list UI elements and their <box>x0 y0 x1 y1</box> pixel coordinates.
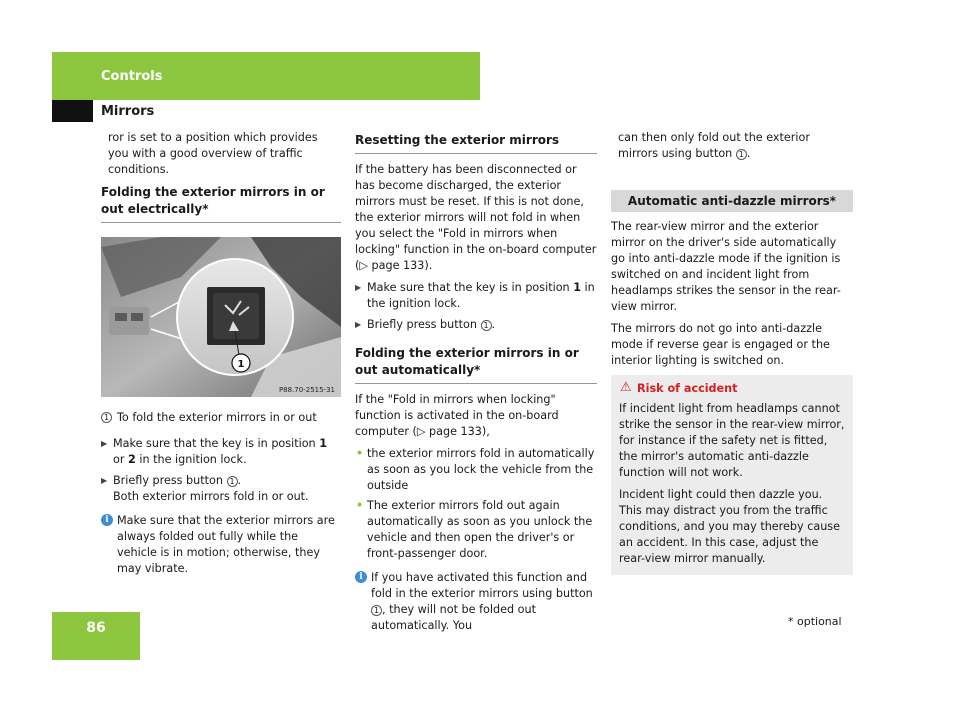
info-note-auto-fold: i If you have activated this function and fold in the exterior mirrors using button 1 , they will not be folded out automatically. You <box>355 570 597 634</box>
callout-number-icon: 1 <box>736 149 747 160</box>
list-item: • The exterior mirrors fold out again automatically as soon as you unlock the vehicle and then open the driver's or front-passenger door. <box>356 499 593 560</box>
callout-number-icon: 1 <box>371 605 382 616</box>
heading-anti-dazzle: Automatic anti-dazzle mirrors* <box>611 190 853 212</box>
warning-title: ⚠ Risk of accident <box>620 380 738 395</box>
warning-paragraph-2: Incident light could then dazzle you. This may distract you from the traffic conditions, and you may thereby cause an accident. In this case, adjust the rear-view mirror manually. <box>619 488 840 565</box>
heading-fold-electrically: Folding the exterior mirrors in or out electrically* <box>101 184 341 223</box>
step-key-position: ▶ Make sure that the key is in position 1 or 2 in the ignition lock. <box>101 437 327 466</box>
arrow-right-icon: ▶ <box>355 283 362 292</box>
callout-number-icon: 1 <box>101 412 112 423</box>
list-item: • the exterior mirrors fold in automatically as soon as you lock the vehicle from the outside <box>356 447 595 492</box>
callout-number-icon: 1 <box>481 320 492 331</box>
column-1 <box>101 130 341 577</box>
info-continuation: can then only fold out the exterior mirrors using button 1 . <box>618 131 810 160</box>
step-key-position: ▶ Make sure that the key is in position 1 in the ignition lock. <box>355 281 595 310</box>
warning-triangle-icon: ⚠ <box>620 380 632 395</box>
heading-fold-automatically: Folding the exterior mirrors in or out automatically* <box>355 345 597 384</box>
bullet-icon: • <box>356 447 364 460</box>
photo-code: P88.70-2515-31 <box>278 386 335 394</box>
warning-box <box>611 375 853 575</box>
photo-caption: 1 To fold the exterior mirrors in or out <box>101 410 341 426</box>
intro-text: ror is set to a position which provides you with a good overview of traffic conditions. <box>108 131 318 176</box>
anti-dazzle-paragraph-1: The rear-view mirror and the exterior mirror on the driver's side automatically go into anti-dazzle mode if the ignition is switched on and incident light from headlamps strikes the sensor in the rear-view mirror. <box>611 220 841 313</box>
step-press-button: ▶ Briefly press button 1 . <box>355 318 496 331</box>
info-note-vibrate: i Make sure that the exterior mirrors are always folded out fully while the vehicle is in motion; otherwise, they may vibrate. <box>101 513 341 577</box>
info-icon: i <box>101 514 113 526</box>
info-icon: i <box>355 571 367 583</box>
arrow-right-icon: ▶ <box>101 476 108 485</box>
photo-callout-1: 1 <box>237 359 245 370</box>
arrow-right-icon: ▶ <box>355 320 362 329</box>
step-press-button: ▶ Briefly press button 1 . Both exterior mirrors fold in or out. <box>101 474 309 503</box>
auto-fold-paragraph: If the "Fold in mirrors when locking" function is activated in the on-board computer (▷ page 133), <box>355 393 559 438</box>
column-2 <box>355 130 597 634</box>
warning-paragraph-1: If incident light from headlamps cannot strike the sensor in the rear-view mirror, for instance if the safety net is fitted, the mirror's automatic anti-dazzle function will not work. <box>619 402 845 479</box>
subsection-title: Mirrors <box>101 104 155 119</box>
heading-resetting-mirrors: Resetting the exterior mirrors <box>355 132 597 154</box>
arrow-right-icon: ▶ <box>101 439 108 448</box>
column-3 <box>611 130 853 575</box>
optional-footnote: * optional <box>788 615 842 628</box>
section-tab-marker <box>52 100 93 122</box>
mirror-switch-photo <box>101 237 341 397</box>
anti-dazzle-paragraph-2: The mirrors do not go into anti-dazzle mode if reverse gear is engaged or the interior lighting is switched on. <box>611 322 830 367</box>
reset-paragraph: If the battery has been disconnected or has become discharged, the exterior mirrors must be reset. If this is not done, the exterior mirrors will not fold in when you select the "Fold in mirrors when locking" function in the on-board computer (▷ page 133). <box>355 163 597 272</box>
page-number: 86 <box>86 620 106 636</box>
bullet-icon: • <box>356 499 364 512</box>
callout-number-icon: 1 <box>227 476 238 487</box>
section-title: Controls <box>101 69 163 84</box>
